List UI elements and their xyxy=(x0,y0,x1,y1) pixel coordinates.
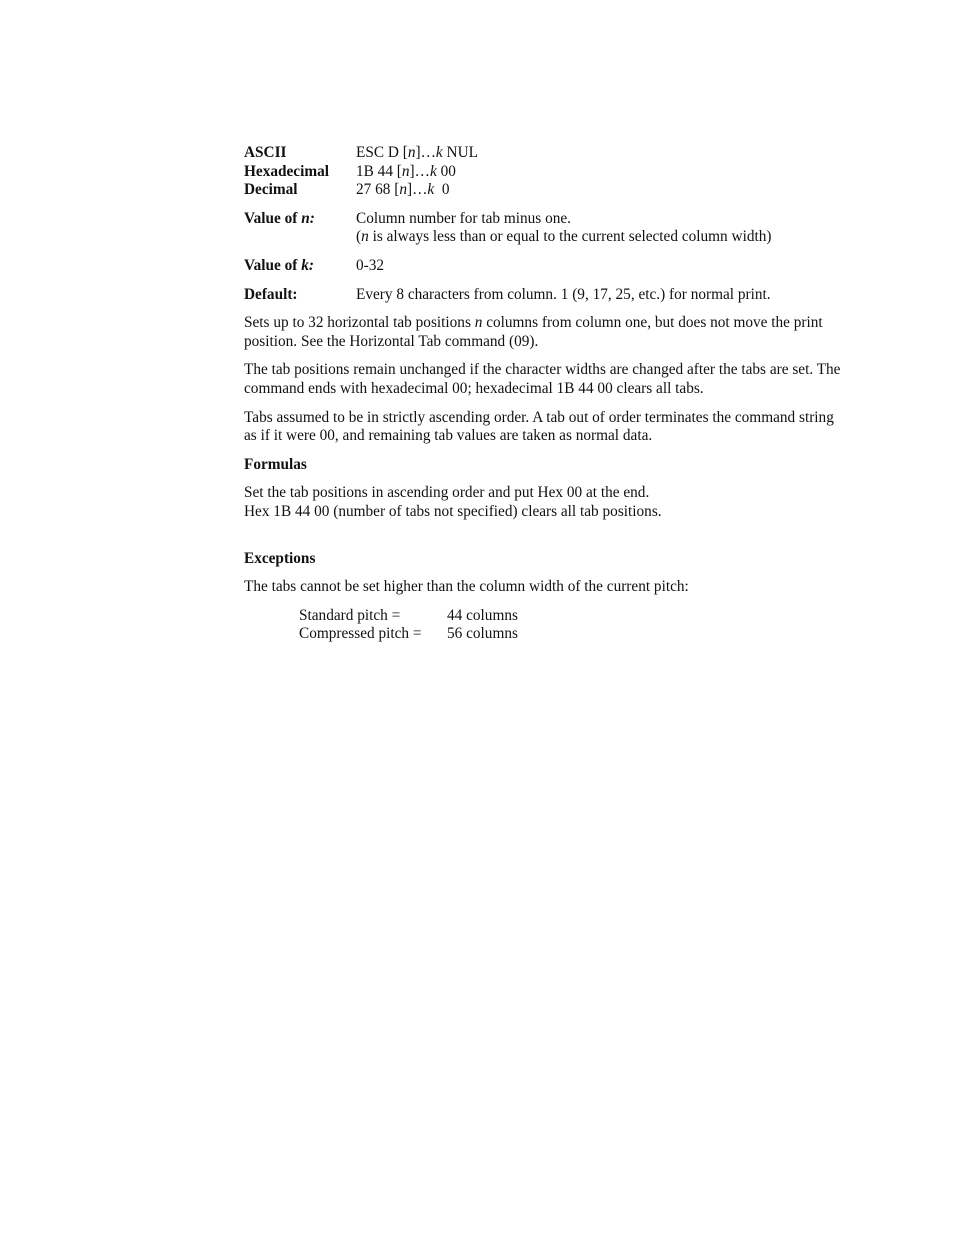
value-n-line1: Column number for tab minus one. xyxy=(356,209,571,227)
pitch-table xyxy=(299,607,844,644)
formulas-text xyxy=(244,484,844,521)
decimal-value-n: n xyxy=(399,181,407,199)
decimal-label: Decimal xyxy=(244,181,298,199)
value-n-line2-var: n xyxy=(361,228,369,246)
value-n-line2-rest: is always less than or equal to the current selected column width) xyxy=(368,228,772,246)
ascii-row xyxy=(244,144,844,163)
ascii-label: ASCII xyxy=(244,144,287,161)
formulas-line2: Hex 1B 44 00 (number of tabs not specified) clears all tab positions. xyxy=(244,502,662,520)
hex-value-pre: 1B 44 [ xyxy=(356,162,402,180)
ascii-value xyxy=(356,144,844,163)
ascii-value-mid: ]… xyxy=(415,144,436,161)
decimal-value-mid: ]… xyxy=(407,181,428,199)
decimal-value-post: 0 xyxy=(434,181,450,199)
pitch-row xyxy=(299,607,844,626)
hex-row xyxy=(244,163,844,182)
value-n-line2-open: ( xyxy=(356,228,362,246)
pitch-name: Standard pitch = xyxy=(299,606,401,624)
hex-value xyxy=(356,163,844,182)
value-k-text: 0-32 xyxy=(356,256,385,274)
decimal-value-k: k xyxy=(427,181,435,199)
value-n-text xyxy=(356,210,844,247)
paragraph-tab-positions xyxy=(244,314,844,351)
default-row xyxy=(244,286,844,305)
paragraph-1-pre: Sets up to 32 horizontal tab positions xyxy=(244,314,475,332)
value-n-label-pre: Value of xyxy=(244,209,302,227)
ascii-value-k: k xyxy=(435,144,443,161)
document-page xyxy=(244,144,844,644)
value-n-row xyxy=(244,210,844,247)
decimal-value xyxy=(356,181,844,200)
pitch-row xyxy=(299,625,844,644)
paragraph-ascending: Tabs assumed to be in strictly ascending order. A tab out of order terminates the command string as if it were 00, and remaining tab values are taken as normal data. xyxy=(244,408,834,445)
hex-value-n: n xyxy=(401,162,410,180)
formulas-line1: Set the tab positions in ascending order and put Hex 00 at the end. xyxy=(244,484,650,502)
value-n-label-var: n: xyxy=(301,209,315,227)
value-k-label-var: k: xyxy=(301,256,314,274)
hex-value-k: k xyxy=(429,162,437,180)
formulas-heading: Formulas xyxy=(244,455,307,473)
ascii-value-post: NUL xyxy=(442,144,478,161)
value-k-row xyxy=(244,257,844,276)
decimal-row xyxy=(244,181,844,200)
pitch-columns: 56 columns xyxy=(447,625,518,643)
paragraph-1-post: columns from column one, but does not move the print position. See the Horizontal Tab command (09). xyxy=(244,314,823,350)
decimal-value-pre: 27 68 [ xyxy=(356,181,400,199)
paragraph-unchanged: The tab positions remain unchanged if the character widths are changed after the tabs are set. The command ends with hexadecimal 00; hexadecimal 1B 44 00 clears all tabs. xyxy=(244,361,841,397)
value-k-label xyxy=(244,257,356,276)
paragraph-1-var: n xyxy=(474,314,483,332)
pitch-name: Compressed pitch = xyxy=(299,625,422,643)
pitch-columns: 44 columns xyxy=(447,606,518,624)
default-text: Every 8 characters from column. 1 (9, 17, 25, etc.) for normal print. xyxy=(356,285,771,303)
value-n-label xyxy=(244,210,356,247)
default-label: Default: xyxy=(244,285,298,303)
ascii-value-n: n xyxy=(407,144,416,161)
value-k-label-pre: Value of xyxy=(244,256,302,274)
hex-value-post: 00 xyxy=(436,162,456,180)
hex-label: Hexadecimal xyxy=(244,162,329,180)
exceptions-heading: Exceptions xyxy=(244,549,316,567)
ascii-value-pre: ESC D [ xyxy=(356,144,408,161)
exceptions-intro: The tabs cannot be set higher than the column width of the current pitch: xyxy=(244,578,689,596)
hex-value-mid: ]… xyxy=(409,162,430,180)
